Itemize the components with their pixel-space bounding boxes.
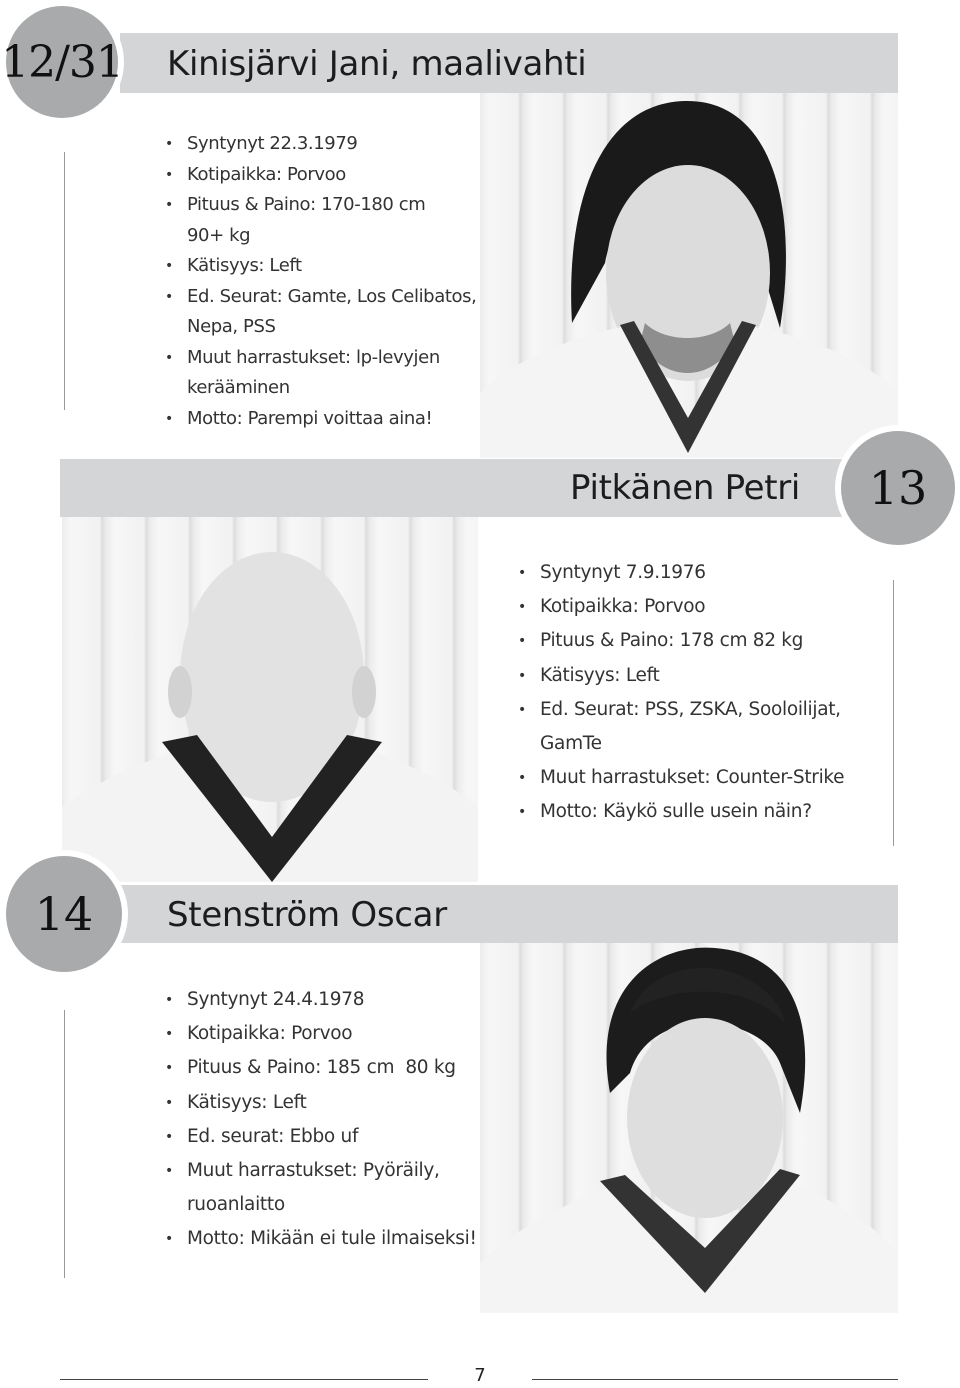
fact-item: • Motto: Käykö sulle usein näin?: [518, 795, 844, 829]
fact-item-continuation: ruoanlaitto: [187, 1194, 285, 1216]
fact-item: • Kotipaikka: Porvoo: [518, 590, 844, 624]
fact-item: • Kätisyys: Left: [165, 251, 476, 282]
fact-item: • Ed. Seurat: PSS, ZSKA, Sooloilijat,: [518, 693, 844, 727]
fact-item-continuation: GamTe: [540, 733, 602, 755]
player-3-photo: [480, 943, 898, 1313]
player-1-number: 12/31: [1, 36, 123, 88]
player-2-facts: [518, 556, 844, 830]
fact-item: • Pituus & Paino: 178 cm 82 kg: [518, 624, 844, 658]
fact-item: • Ed. Seurat: Gamte, Los Celibatos,: [165, 282, 476, 313]
fact-item-continuation: kerääminen: [187, 377, 290, 398]
fact-item: • Kätisyys: Left: [518, 659, 844, 693]
player-2-photo: [62, 517, 478, 882]
player-3-number-badge: [6, 856, 122, 972]
fact-item: • Muut harrastukset: Counter-Strike: [518, 761, 844, 795]
fact-item-continuation: 90+ kg: [187, 224, 251, 246]
fact-item: • Ed. seurat: Ebbo uf: [165, 1120, 477, 1154]
player-3-name: Stenström Oscar: [167, 895, 447, 935]
fact-item-continuation: Nepa, PSS: [187, 316, 276, 337]
fact-item: • Muut harrastukset: lp-levyjen: [165, 343, 476, 374]
fact-item: • Syntynyt 22.3.1979: [165, 129, 476, 160]
player-2-number-badge: [841, 431, 955, 545]
player-1-name: Kinisjärvi Jani, maalivahti: [167, 44, 587, 84]
player-1-divider: [64, 152, 65, 410]
player-2-name: Pitkänen Petri: [570, 468, 801, 508]
player-2-number: 13: [868, 461, 928, 515]
fact-item: • Syntynyt 7.9.1976: [518, 556, 844, 590]
fact-item: • Motto: Mikään ei tule ilmaiseksi!: [165, 1222, 477, 1256]
player-1-photo: [480, 93, 898, 458]
player-1-number-badge: [1, 6, 123, 118]
fact-item: • Muut harrastukset: Pyöräily,: [165, 1154, 477, 1188]
fact-item: • Kotipaikka: Porvoo: [165, 1017, 477, 1051]
player-3-divider: [64, 1010, 65, 1278]
player-3-number: 14: [34, 887, 94, 941]
fact-item: • Pituus & Paino: 170-180 cm: [165, 190, 476, 221]
player-1-facts: [165, 129, 476, 434]
footer-rule-right: [532, 1379, 898, 1380]
player-2-divider: [893, 580, 894, 846]
fact-item: • Syntynyt 24.4.1978: [165, 983, 477, 1017]
fact-item: • Pituus & Paino: 185 cm 80 kg: [165, 1051, 477, 1085]
page-number: 7: [474, 1365, 486, 1386]
player-3-facts: [165, 983, 477, 1257]
fact-item: • Motto: Parempi voittaa aina!: [165, 404, 476, 435]
fact-item: • Kätisyys: Left: [165, 1086, 477, 1120]
footer-rule-left: [60, 1379, 428, 1380]
fact-item: • Kotipaikka: Porvoo: [165, 160, 476, 191]
